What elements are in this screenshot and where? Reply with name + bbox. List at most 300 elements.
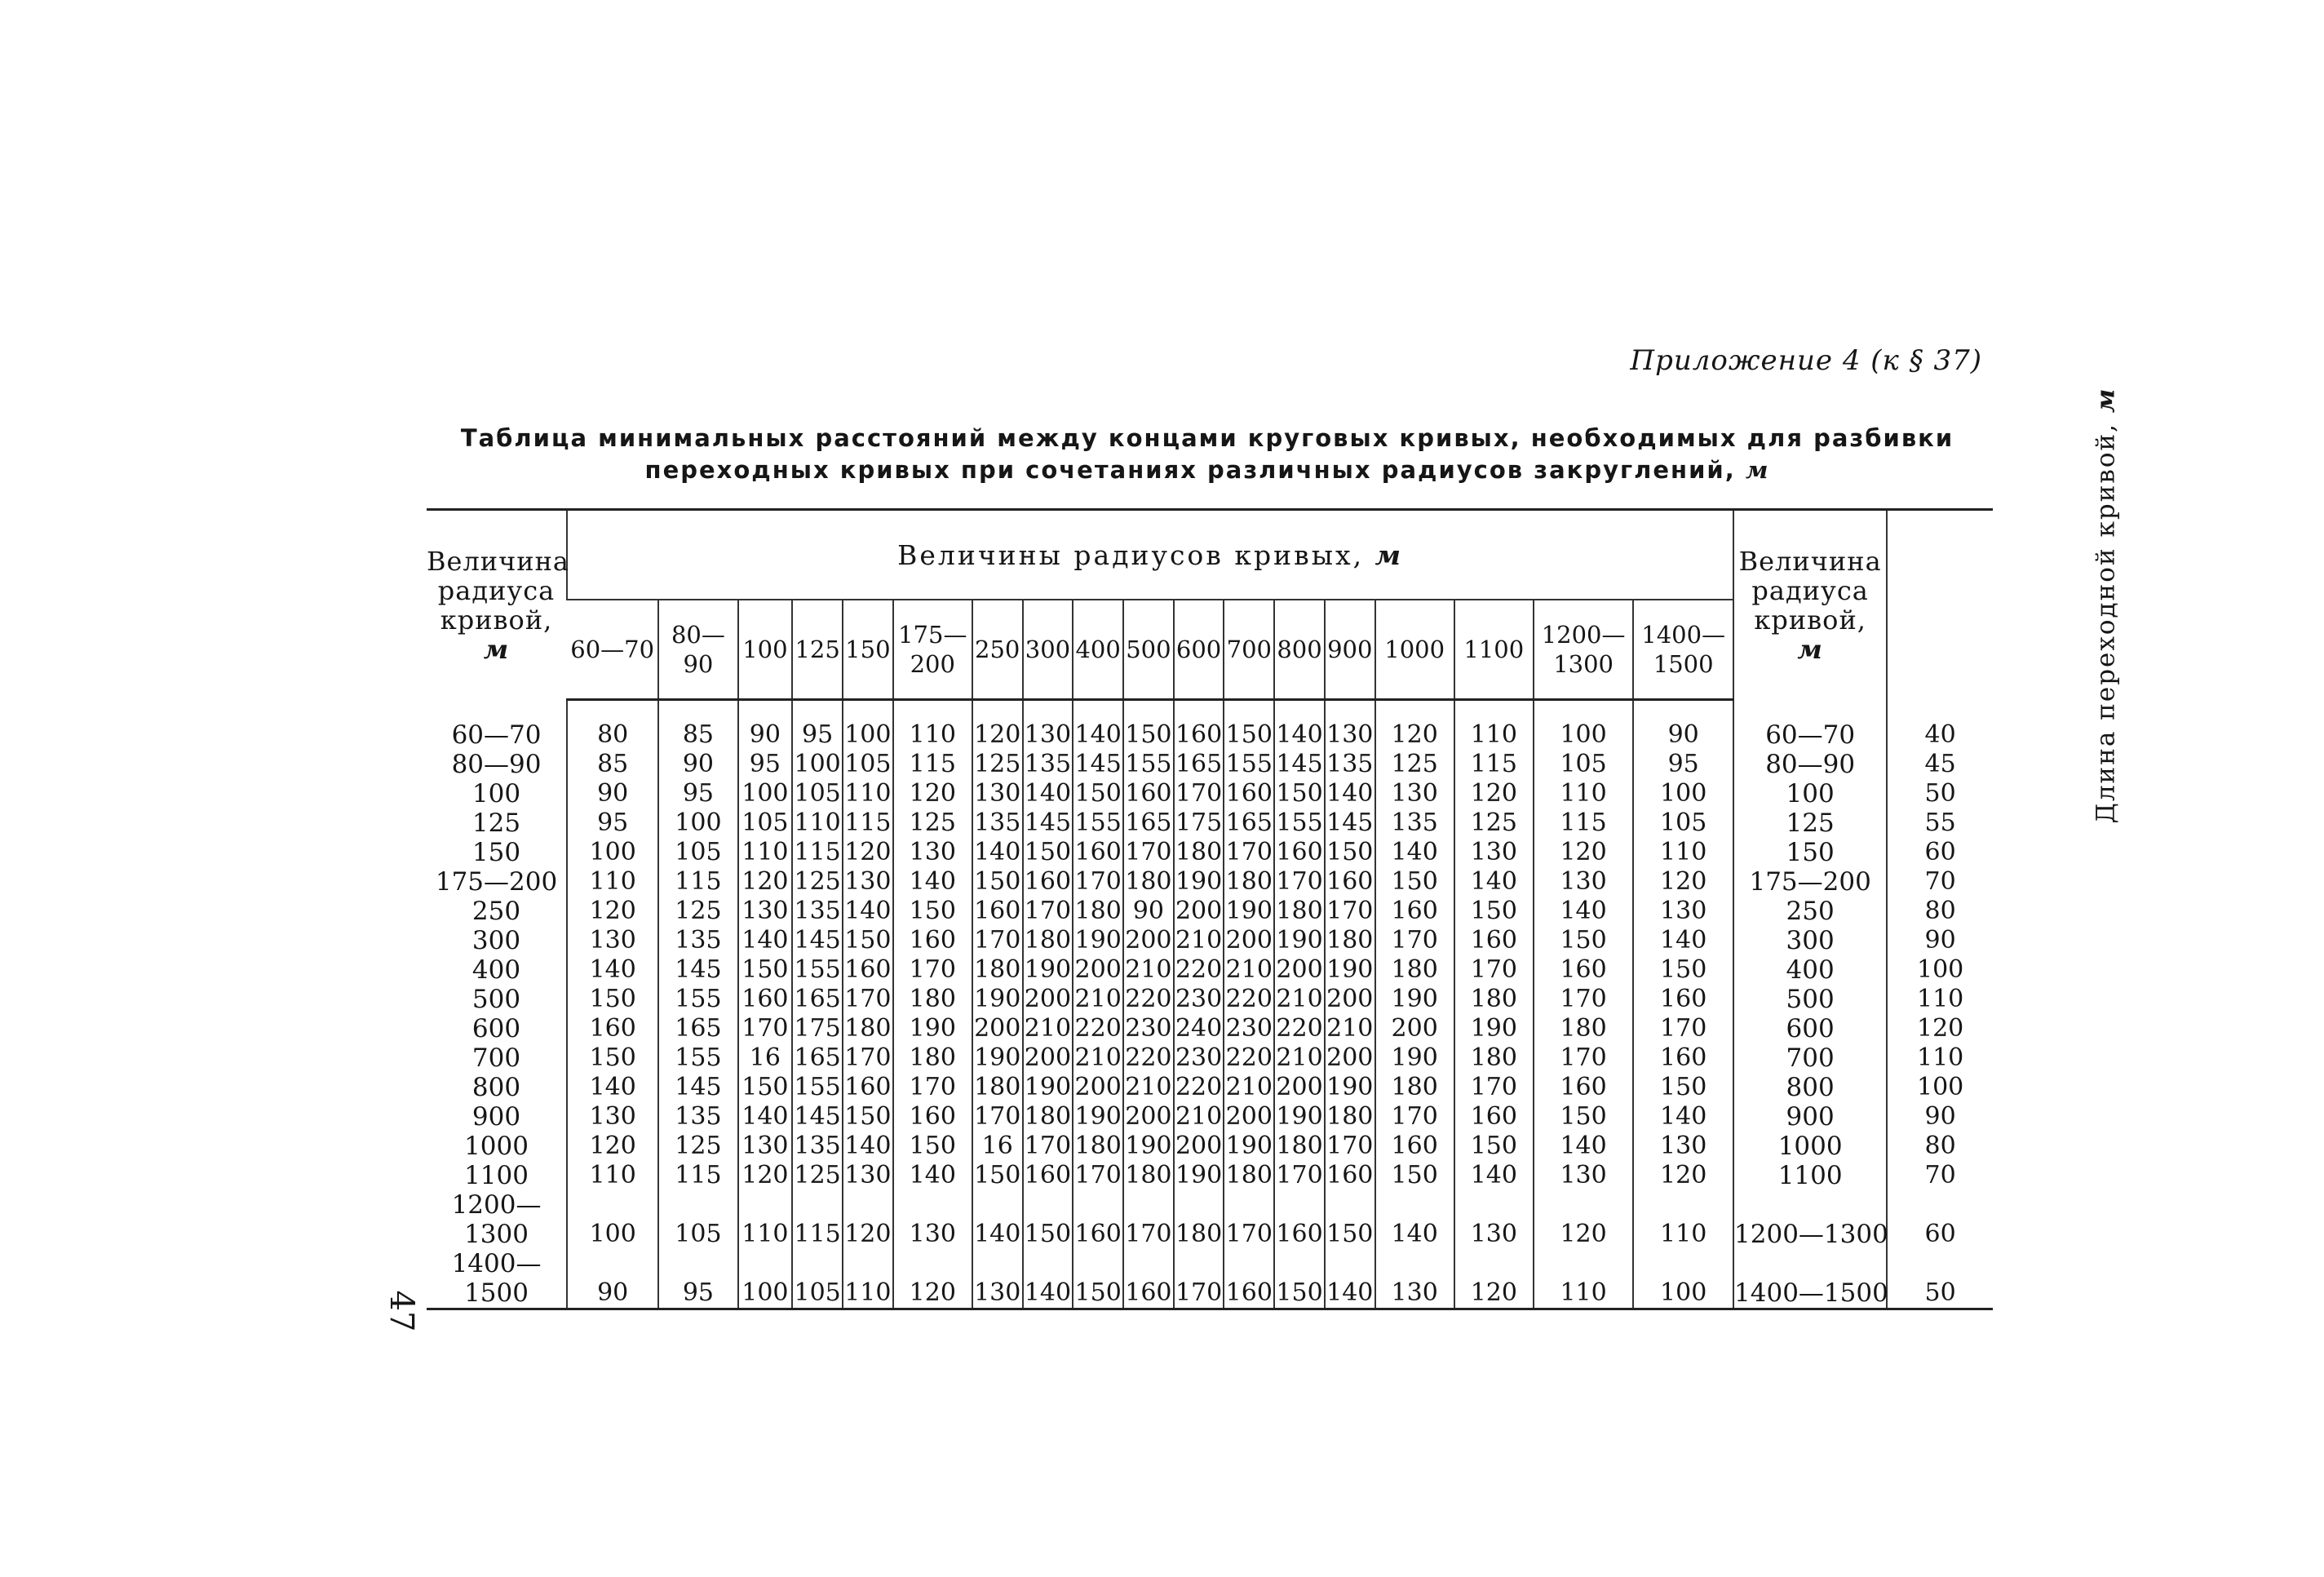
distance-cell: 190 bbox=[1274, 1102, 1325, 1132]
distance-cell: 165 bbox=[1224, 808, 1274, 838]
distance-cell: 140 bbox=[1534, 897, 1633, 926]
distance-cell: 160 bbox=[893, 1102, 972, 1132]
row-radius: 100 bbox=[471, 779, 521, 808]
distance-cell: 105 bbox=[738, 808, 793, 838]
distance-cell: 130 bbox=[893, 1190, 972, 1249]
distance-cell: 110 bbox=[567, 1161, 658, 1190]
distance-cell: 200 bbox=[1174, 897, 1224, 926]
distance-cell: 200 bbox=[1023, 1043, 1073, 1073]
distance-cell: 150 bbox=[738, 955, 793, 985]
distance-cell: 165 bbox=[792, 1043, 843, 1073]
transition-length: 90 bbox=[1887, 1102, 1993, 1132]
distance-cell: 90 bbox=[567, 1249, 658, 1309]
distance-cell: 200 bbox=[1224, 926, 1274, 955]
distance-cell: 110 bbox=[792, 808, 843, 838]
distance-cell: 140 bbox=[972, 1190, 1023, 1249]
distance-cell: 230 bbox=[1123, 1014, 1174, 1043]
distance-cell: 150 bbox=[1633, 955, 1733, 985]
distance-cell: 125 bbox=[658, 897, 737, 926]
row-radius-right: 400 bbox=[1733, 955, 1887, 985]
row-radius: 900 bbox=[471, 1102, 521, 1132]
distance-cell: 155 bbox=[1224, 750, 1274, 779]
distance-cell: 160 bbox=[1633, 985, 1733, 1014]
distance-cell: 110 bbox=[738, 838, 793, 867]
distance-cell: 100 bbox=[1534, 720, 1633, 750]
distance-cell: 100 bbox=[1633, 1249, 1733, 1309]
transition-length: 60 bbox=[1887, 1190, 1993, 1249]
distance-cell: 140 bbox=[1375, 838, 1454, 867]
distance-cell: 145 bbox=[1325, 808, 1375, 838]
distance-cell: 130 bbox=[1633, 897, 1733, 926]
distance-cell: 160 bbox=[843, 955, 893, 985]
distance-cell: 120 bbox=[1633, 1161, 1733, 1190]
distance-cell: 165 bbox=[1174, 750, 1224, 779]
distance-cell: 160 bbox=[1454, 926, 1534, 955]
transition-length: 70 bbox=[1887, 1161, 1993, 1190]
distance-cell: 130 bbox=[1454, 838, 1534, 867]
distance-cell: 120 bbox=[1454, 779, 1534, 808]
transition-length: 40 bbox=[1887, 720, 1993, 750]
distance-cell: 190 bbox=[1073, 926, 1123, 955]
distance-cell: 175 bbox=[792, 1014, 843, 1043]
transition-length: 120 bbox=[1887, 1014, 1993, 1043]
distance-cell: 170 bbox=[1534, 985, 1633, 1014]
distance-cell: 170 bbox=[972, 1102, 1023, 1132]
distance-cell: 105 bbox=[792, 779, 843, 808]
distance-cell: 130 bbox=[1375, 1249, 1454, 1309]
distance-cell: 230 bbox=[1174, 1043, 1224, 1073]
distance-cell: 160 bbox=[1073, 1190, 1123, 1249]
transition-length: 80 bbox=[1887, 1132, 1993, 1161]
distance-cell: 95 bbox=[1633, 750, 1733, 779]
row-radius-right: 60—70 bbox=[1733, 720, 1887, 750]
distance-cell: 150 bbox=[1023, 838, 1073, 867]
distance-cell: 140 bbox=[738, 926, 793, 955]
distance-cell: 120 bbox=[1633, 867, 1733, 897]
distance-cell: 145 bbox=[658, 1073, 737, 1102]
column-header: 800 bbox=[1274, 600, 1325, 700]
distance-cell: 90 bbox=[1123, 897, 1174, 926]
distance-cell: 120 bbox=[1534, 1190, 1633, 1249]
distance-cell: 160 bbox=[1123, 779, 1174, 808]
distance-cell: 95 bbox=[567, 808, 658, 838]
distance-cell: 130 bbox=[1454, 1190, 1534, 1249]
distance-cell: 150 bbox=[1375, 1161, 1454, 1190]
distance-cell: 165 bbox=[1123, 808, 1174, 838]
table-row bbox=[427, 897, 1993, 926]
transition-length: 55 bbox=[1887, 808, 1993, 838]
distance-cell: 180 bbox=[1325, 926, 1375, 955]
distance-cell: 120 bbox=[1454, 1249, 1534, 1309]
distance-cell: 140 bbox=[1454, 867, 1534, 897]
column-header: 1100 bbox=[1454, 600, 1534, 700]
row-radius: 700 bbox=[471, 1043, 521, 1073]
row-radius: 60—70 bbox=[451, 720, 542, 750]
distance-cell: 160 bbox=[1534, 955, 1633, 985]
distance-cell: 140 bbox=[1023, 779, 1073, 808]
distance-cell: 130 bbox=[738, 1132, 793, 1161]
distance-cell: 120 bbox=[972, 720, 1023, 750]
distance-cell: 150 bbox=[893, 897, 972, 926]
distance-cell: 140 bbox=[1375, 1190, 1454, 1249]
distance-cell: 210 bbox=[1224, 955, 1274, 985]
distance-cell: 130 bbox=[972, 779, 1023, 808]
distance-cell: 80 bbox=[567, 720, 658, 750]
distance-cell: 110 bbox=[738, 1190, 793, 1249]
distance-cell: 200 bbox=[972, 1014, 1023, 1043]
distance-cell: 190 bbox=[1174, 1161, 1224, 1190]
distance-cell: 180 bbox=[1274, 897, 1325, 926]
row-radius-right: 1200—1300 bbox=[1733, 1190, 1887, 1249]
distance-cell: 200 bbox=[1123, 926, 1174, 955]
distance-cell: 140 bbox=[567, 1073, 658, 1102]
transition-length: 70 bbox=[1887, 867, 1993, 897]
distance-cell: 180 bbox=[893, 985, 972, 1014]
distance-cell: 160 bbox=[1375, 897, 1454, 926]
distance-cell: 165 bbox=[792, 985, 843, 1014]
distance-cell: 180 bbox=[1375, 955, 1454, 985]
distance-cell: 130 bbox=[567, 926, 658, 955]
distance-cell: 90 bbox=[567, 779, 658, 808]
distance-cell: 110 bbox=[893, 720, 972, 750]
transition-length-header: Длина переходной кривой, м bbox=[1887, 510, 1993, 700]
distance-cell: 200 bbox=[1073, 955, 1123, 985]
right-radius-header: Величина радиуса кривой, м bbox=[1733, 510, 1887, 700]
distance-cell: 180 bbox=[1274, 1132, 1325, 1161]
distance-cell: 100 bbox=[738, 1249, 793, 1309]
column-header: 100 bbox=[738, 600, 793, 700]
distance-cell: 110 bbox=[1534, 1249, 1633, 1309]
distance-cell: 190 bbox=[1375, 1043, 1454, 1073]
distance-cell: 170 bbox=[1325, 897, 1375, 926]
row-radius: 80—90 bbox=[451, 750, 542, 779]
distance-cell: 145 bbox=[1023, 808, 1073, 838]
distance-cell: 95 bbox=[792, 720, 843, 750]
distance-cell: 135 bbox=[658, 926, 737, 955]
distance-cell: 150 bbox=[1123, 720, 1174, 750]
distance-cell: 180 bbox=[1123, 1161, 1174, 1190]
row-radius-right: 150 bbox=[1733, 838, 1887, 867]
column-header: 60—70 bbox=[567, 600, 658, 700]
distance-cell: 150 bbox=[1274, 779, 1325, 808]
distance-cell: 150 bbox=[1224, 720, 1274, 750]
distance-cell: 135 bbox=[1023, 750, 1073, 779]
distance-cell: 140 bbox=[893, 867, 972, 897]
distance-cell: 115 bbox=[792, 1190, 843, 1249]
column-header: 250 bbox=[972, 600, 1023, 700]
distance-cell: 155 bbox=[1073, 808, 1123, 838]
table-row bbox=[427, 926, 1993, 955]
distance-cell: 100 bbox=[567, 1190, 658, 1249]
table-row bbox=[427, 838, 1993, 867]
table-row bbox=[427, 1132, 1993, 1161]
column-header: 400 bbox=[1073, 600, 1123, 700]
row-radius: 1400— 1500 bbox=[451, 1249, 542, 1308]
transition-length: 45 bbox=[1887, 750, 1993, 779]
distance-cell: 160 bbox=[1325, 1161, 1375, 1190]
distance-cell: 200 bbox=[1224, 1102, 1274, 1132]
row-radius-right: 100 bbox=[1733, 779, 1887, 808]
distance-cell: 160 bbox=[1123, 1249, 1174, 1309]
distance-cell: 100 bbox=[792, 750, 843, 779]
distance-cell: 120 bbox=[738, 867, 793, 897]
distance-cell: 90 bbox=[658, 750, 737, 779]
distance-cell: 95 bbox=[738, 750, 793, 779]
table-row bbox=[427, 1014, 1993, 1043]
distance-cell: 190 bbox=[1023, 1073, 1073, 1102]
distance-cell: 155 bbox=[1123, 750, 1174, 779]
distance-cell: 150 bbox=[567, 1043, 658, 1073]
distance-cell: 130 bbox=[843, 1161, 893, 1190]
distance-cell: 150 bbox=[738, 1073, 793, 1102]
distance-cell: 105 bbox=[792, 1249, 843, 1309]
distance-cell: 210 bbox=[1174, 926, 1224, 955]
row-radius-right: 500 bbox=[1733, 985, 1887, 1014]
distance-cell: 145 bbox=[1274, 750, 1325, 779]
table-title bbox=[424, 423, 1990, 486]
row-radius: 800 bbox=[471, 1073, 521, 1102]
transition-length: 50 bbox=[1887, 1249, 1993, 1309]
page-number: 47 bbox=[383, 1290, 420, 1332]
distance-cell: 170 bbox=[1174, 779, 1224, 808]
table-row bbox=[427, 1161, 1993, 1190]
row-radius-right: 600 bbox=[1733, 1014, 1887, 1043]
distance-cell: 130 bbox=[1023, 720, 1073, 750]
distance-cell: 140 bbox=[972, 838, 1023, 867]
distance-cell: 220 bbox=[1073, 1014, 1123, 1043]
row-radius-right: 300 bbox=[1733, 926, 1887, 955]
distance-cell: 140 bbox=[1274, 720, 1325, 750]
transition-length: 60 bbox=[1887, 838, 1993, 867]
distance-cell: 150 bbox=[893, 1132, 972, 1161]
distance-cell: 190 bbox=[1274, 926, 1325, 955]
table-row bbox=[427, 808, 1993, 838]
distance-cell: 165 bbox=[658, 1014, 737, 1043]
distance-cell: 155 bbox=[658, 985, 737, 1014]
distance-cell: 160 bbox=[1224, 779, 1274, 808]
distance-cell: 130 bbox=[1325, 720, 1375, 750]
distance-cell: 140 bbox=[1073, 720, 1123, 750]
transition-length: 110 bbox=[1887, 985, 1993, 1014]
row-radius: 175—200 bbox=[435, 867, 558, 897]
distance-cell: 160 bbox=[972, 897, 1023, 926]
distance-cell: 190 bbox=[893, 1014, 972, 1043]
distance-cell: 240 bbox=[1174, 1014, 1224, 1043]
distance-cell: 130 bbox=[893, 838, 972, 867]
table-row bbox=[427, 1043, 1993, 1073]
distance-cell: 110 bbox=[1633, 838, 1733, 867]
row-radius-right: 1100 bbox=[1733, 1161, 1887, 1190]
distance-cell: 160 bbox=[1023, 1161, 1073, 1190]
distance-cell: 170 bbox=[1174, 1249, 1224, 1309]
distance-cell: 90 bbox=[1633, 720, 1733, 750]
distance-cell: 155 bbox=[658, 1043, 737, 1073]
distance-cell: 170 bbox=[1224, 838, 1274, 867]
distance-cell: 140 bbox=[1633, 1102, 1733, 1132]
distance-cell: 180 bbox=[1123, 867, 1174, 897]
distance-cell: 125 bbox=[792, 1161, 843, 1190]
distance-cell: 125 bbox=[1454, 808, 1534, 838]
row-radius: 1200— 1300 bbox=[451, 1190, 542, 1249]
distance-cell: 140 bbox=[1633, 926, 1733, 955]
distance-cell: 200 bbox=[1375, 1014, 1454, 1043]
distance-cell: 140 bbox=[1325, 1249, 1375, 1309]
distance-cell: 105 bbox=[1633, 808, 1733, 838]
distance-cell: 105 bbox=[658, 1190, 737, 1249]
distance-cell: 115 bbox=[792, 838, 843, 867]
row-radius-right: 250 bbox=[1733, 897, 1887, 926]
distance-cell: 190 bbox=[1325, 1073, 1375, 1102]
distance-cell: 190 bbox=[1073, 1102, 1123, 1132]
column-header: 1400— 1500 bbox=[1633, 600, 1733, 700]
column-header: 500 bbox=[1123, 600, 1174, 700]
transition-length: 100 bbox=[1887, 955, 1993, 985]
table-row bbox=[427, 955, 1993, 985]
distance-cell: 160 bbox=[1375, 1132, 1454, 1161]
distance-cell: 190 bbox=[1375, 985, 1454, 1014]
distance-cell: 130 bbox=[738, 897, 793, 926]
distance-cell: 190 bbox=[1174, 867, 1224, 897]
distance-cell: 135 bbox=[792, 897, 843, 926]
distance-cell: 190 bbox=[1454, 1014, 1534, 1043]
row-radius: 125 bbox=[471, 808, 521, 838]
distance-cell: 170 bbox=[1123, 838, 1174, 867]
row-radius: 1100 bbox=[464, 1161, 529, 1190]
distance-cell: 210 bbox=[1274, 1043, 1325, 1073]
table-row bbox=[427, 985, 1993, 1014]
transition-length: 100 bbox=[1887, 1073, 1993, 1102]
distance-cell: 100 bbox=[567, 838, 658, 867]
distance-cell: 120 bbox=[567, 1132, 658, 1161]
distance-cell: 150 bbox=[1073, 779, 1123, 808]
distance-cell: 200 bbox=[1325, 985, 1375, 1014]
distance-cell: 150 bbox=[1375, 867, 1454, 897]
distance-cell: 170 bbox=[843, 985, 893, 1014]
table-row bbox=[427, 1249, 1993, 1309]
distance-cell: 180 bbox=[1023, 1102, 1073, 1132]
distance-cell: 220 bbox=[1274, 1014, 1325, 1043]
distance-cell: 170 bbox=[738, 1014, 793, 1043]
transition-length: 110 bbox=[1887, 1043, 1993, 1073]
distance-cell: 115 bbox=[843, 808, 893, 838]
distance-cell: 125 bbox=[1375, 750, 1454, 779]
distance-cell: 170 bbox=[1325, 1132, 1375, 1161]
distance-cell: 120 bbox=[1375, 720, 1454, 750]
column-header: 150 bbox=[843, 600, 893, 700]
distance-cell: 90 bbox=[738, 720, 793, 750]
distance-cell: 145 bbox=[658, 955, 737, 985]
distance-cell: 180 bbox=[972, 1073, 1023, 1102]
distance-cell: 150 bbox=[567, 985, 658, 1014]
distance-cell: 200 bbox=[1123, 1102, 1174, 1132]
distance-cell: 135 bbox=[972, 808, 1023, 838]
distance-cell: 180 bbox=[1454, 1043, 1534, 1073]
distance-cell: 180 bbox=[893, 1043, 972, 1073]
distance-cell: 115 bbox=[658, 1161, 737, 1190]
title-line-2: переходных кривых при сочетаниях различных радиусов закруглений, bbox=[644, 456, 1736, 484]
distance-cell: 190 bbox=[1224, 897, 1274, 926]
distance-cell: 200 bbox=[1274, 1073, 1325, 1102]
row-radius: 600 bbox=[471, 1014, 521, 1043]
row-radius: 1000 bbox=[464, 1132, 529, 1161]
distance-cell: 140 bbox=[567, 955, 658, 985]
distance-cell: 115 bbox=[1534, 808, 1633, 838]
distance-cell: 95 bbox=[658, 1249, 737, 1309]
column-header: 700 bbox=[1224, 600, 1274, 700]
distance-cell: 170 bbox=[1023, 1132, 1073, 1161]
distance-cell: 155 bbox=[792, 1073, 843, 1102]
column-header: 80— 90 bbox=[658, 600, 737, 700]
distance-cell: 190 bbox=[1123, 1132, 1174, 1161]
distance-cell: 150 bbox=[1274, 1249, 1325, 1309]
distance-cell: 150 bbox=[1454, 1132, 1534, 1161]
distance-cell: 230 bbox=[1224, 1014, 1274, 1043]
distance-cell: 220 bbox=[1174, 1073, 1224, 1102]
distance-cell: 140 bbox=[1325, 779, 1375, 808]
distance-cell: 130 bbox=[1375, 779, 1454, 808]
table-row bbox=[427, 1190, 1993, 1249]
distance-cell: 120 bbox=[567, 897, 658, 926]
row-radius-right: 80—90 bbox=[1733, 750, 1887, 779]
distance-cell: 180 bbox=[1174, 1190, 1224, 1249]
table-row bbox=[427, 1073, 1993, 1102]
row-radius-right: 900 bbox=[1733, 1102, 1887, 1132]
distance-cell: 170 bbox=[1073, 1161, 1123, 1190]
distance-cell: 140 bbox=[843, 897, 893, 926]
row-radius-right: 1400—1500 bbox=[1733, 1249, 1887, 1309]
distance-cell: 100 bbox=[1633, 779, 1733, 808]
distance-cell: 160 bbox=[1174, 720, 1224, 750]
distance-cell: 180 bbox=[1224, 1161, 1274, 1190]
distance-cell: 130 bbox=[843, 867, 893, 897]
distance-cell: 220 bbox=[1123, 1043, 1174, 1073]
distance-cell: 110 bbox=[843, 1249, 893, 1309]
distance-cell: 160 bbox=[738, 985, 793, 1014]
distance-cell: 170 bbox=[1274, 867, 1325, 897]
table-row bbox=[427, 867, 1993, 897]
distance-cell: 110 bbox=[1454, 720, 1534, 750]
distance-cell: 170 bbox=[893, 955, 972, 985]
column-header: 1000 bbox=[1375, 600, 1454, 700]
distance-cell: 170 bbox=[1274, 1161, 1325, 1190]
distance-cell: 155 bbox=[1274, 808, 1325, 838]
row-radius-right: 800 bbox=[1733, 1073, 1887, 1102]
table-row bbox=[427, 750, 1993, 779]
distance-cell: 115 bbox=[658, 867, 737, 897]
distance-cell: 150 bbox=[1073, 1249, 1123, 1309]
distance-cell: 150 bbox=[1454, 897, 1534, 926]
distance-cell: 135 bbox=[1375, 808, 1454, 838]
distance-cell: 130 bbox=[1534, 867, 1633, 897]
distance-cell: 145 bbox=[1073, 750, 1123, 779]
distance-cell: 100 bbox=[658, 808, 737, 838]
distance-cell: 120 bbox=[738, 1161, 793, 1190]
column-header: 175— 200 bbox=[893, 600, 972, 700]
distance-cell: 105 bbox=[843, 750, 893, 779]
distance-cell: 170 bbox=[1454, 955, 1534, 985]
distance-cell: 115 bbox=[893, 750, 972, 779]
distance-cell: 115 bbox=[1454, 750, 1534, 779]
distance-cell: 135 bbox=[792, 1132, 843, 1161]
distance-cell: 140 bbox=[738, 1102, 793, 1132]
distance-cell: 210 bbox=[1023, 1014, 1073, 1043]
distance-cell: 16 bbox=[738, 1043, 793, 1073]
column-header: 300 bbox=[1023, 600, 1073, 700]
distance-cell: 170 bbox=[1224, 1190, 1274, 1249]
distance-cell: 200 bbox=[1073, 1073, 1123, 1102]
distance-cell: 130 bbox=[567, 1102, 658, 1132]
distance-cell: 150 bbox=[1534, 1102, 1633, 1132]
